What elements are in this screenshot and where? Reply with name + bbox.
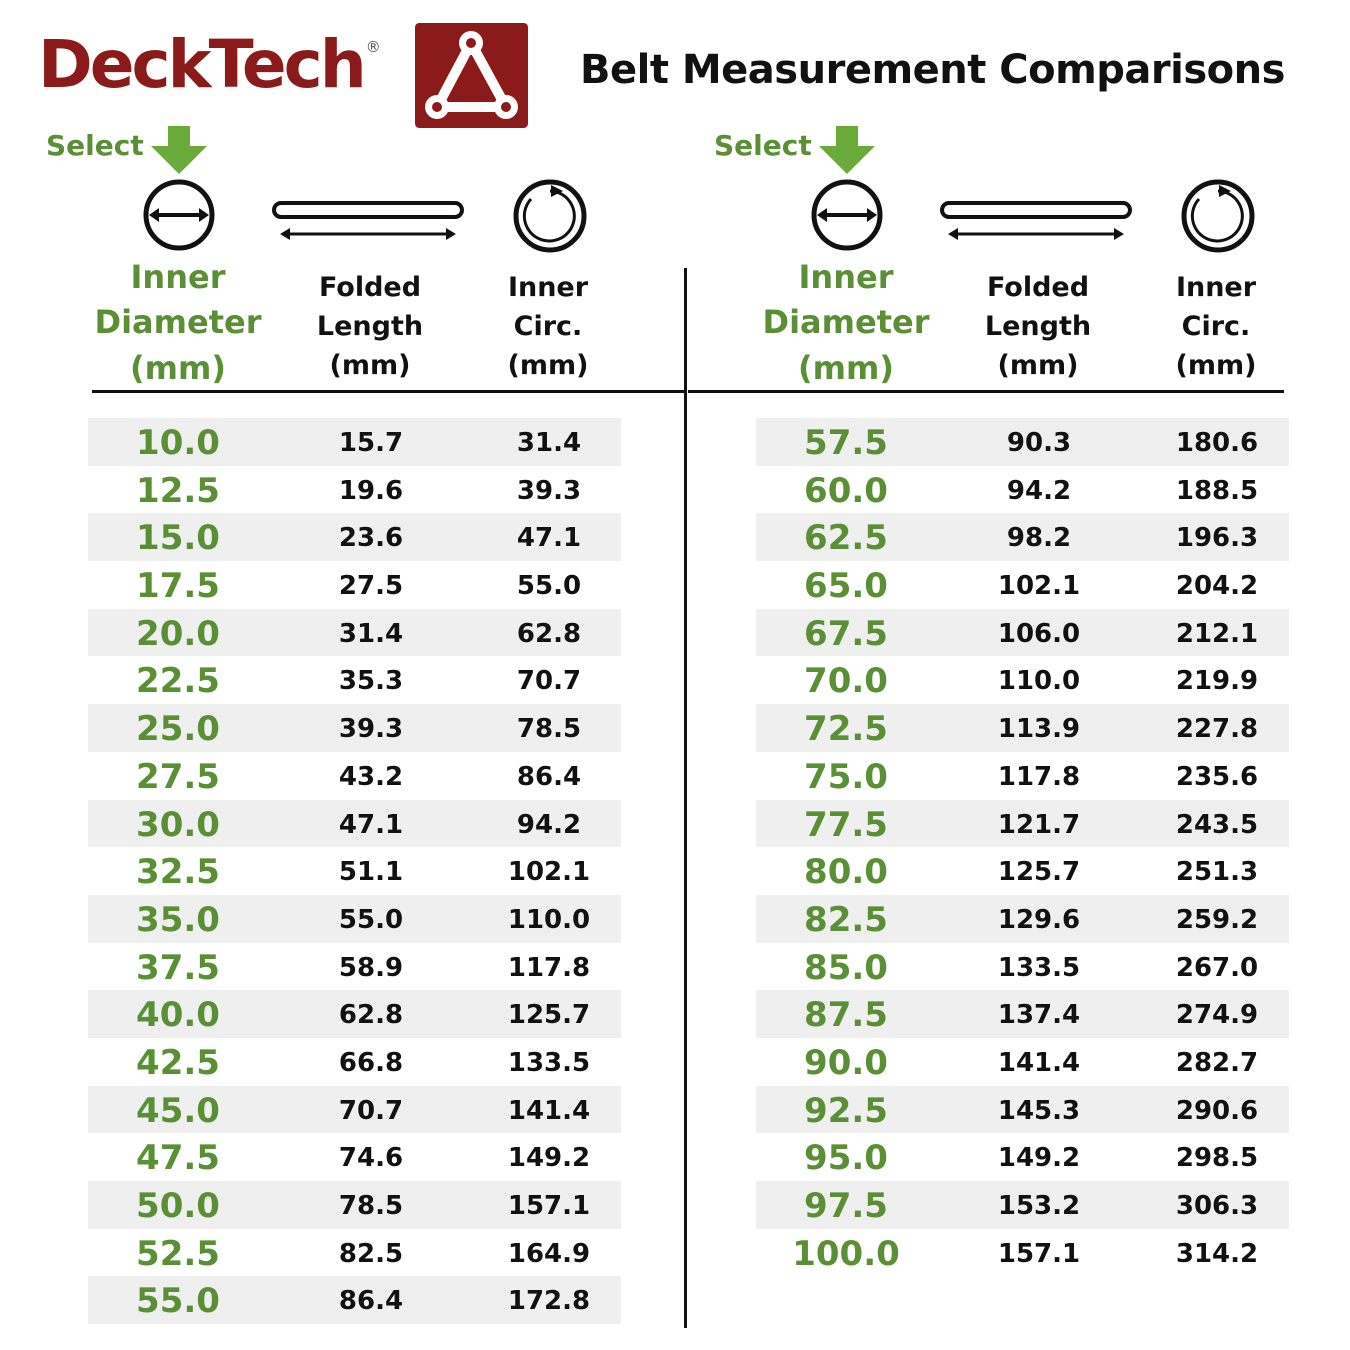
table-row (756, 895, 1289, 943)
header-folded-length-line2: Length (316, 311, 424, 343)
folded-length-cell: 98.2 (1006, 523, 1072, 554)
table-row (88, 1038, 621, 1086)
down-arrow-icon (817, 126, 877, 174)
inner-diameter-cell: 35.0 (136, 899, 220, 940)
inner-circ-cell: 141.4 (507, 1095, 591, 1126)
inner-circ-cell: 219.9 (1175, 666, 1259, 697)
inner-diameter-cell: 95.0 (804, 1138, 888, 1179)
inner-diameter-cell: 22.5 (136, 661, 220, 702)
folded-length-cell: 66.8 (338, 1047, 404, 1078)
folded-length-cell: 43.2 (338, 761, 404, 792)
folded-length-cell: 58.9 (338, 952, 404, 983)
table-row (756, 1038, 1289, 1086)
folded-length-cell: 86.4 (338, 1286, 404, 1317)
table-row (756, 704, 1289, 752)
inner-circ-cell: 117.8 (507, 952, 591, 983)
inner-circ-cell: 94.2 (516, 809, 582, 840)
inner-circ-cell: 133.5 (507, 1047, 591, 1078)
table-row (88, 609, 621, 657)
inner-diameter-cell: 75.0 (804, 756, 888, 797)
header-inner-diameter-line3: (mm) (130, 348, 226, 387)
table-row (756, 943, 1289, 991)
table-row (756, 609, 1289, 657)
header-inner-diameter-line3: (mm) (798, 348, 894, 387)
inner-diameter-cell: 40.0 (136, 995, 220, 1036)
folded-length-cell: 153.2 (997, 1191, 1081, 1221)
inner-diameter-cell: 97.5 (804, 1186, 888, 1226)
inner-diameter-cell: 50.0 (136, 1186, 220, 1226)
folded-length-cell: 125.7 (997, 857, 1081, 888)
inner-circ-cell: 62.8 (516, 618, 582, 649)
header-inner-circ-line2: Circ. (1181, 311, 1251, 343)
table-rows-left (88, 418, 621, 1324)
folded-length-cell: 47.1 (338, 809, 404, 840)
inner-circ-cell: 188.5 (1175, 475, 1259, 506)
header-inner-circ (468, 268, 628, 385)
inner-circ-cell: 290.6 (1175, 1095, 1259, 1126)
inner-diameter-cell: 85.0 (804, 947, 888, 988)
inner-circ-cell: 243.5 (1175, 809, 1259, 840)
folded-length-cell: 117.8 (997, 761, 1081, 792)
header-rule (688, 390, 1284, 393)
inner-diameter-cell: 47.5 (136, 1138, 220, 1179)
folded-length-cell: 31.4 (338, 618, 404, 649)
folded-length-cell: 78.5 (338, 1191, 404, 1221)
table-row (88, 1086, 621, 1134)
inner-diameter-cell: 52.5 (136, 1233, 220, 1274)
header-folded-length (290, 268, 450, 385)
folded-length-cell: 113.9 (997, 714, 1081, 745)
table-row (756, 1086, 1289, 1134)
diameter-circle-icon (809, 177, 885, 253)
table-row (756, 1181, 1289, 1229)
folded-length-cell: 149.2 (997, 1143, 1081, 1174)
page-title: Belt Measurement Comparisons (580, 47, 1285, 93)
folded-length-cell: 157.1 (997, 1238, 1081, 1269)
circumference-circle-icon (511, 177, 589, 255)
inner-diameter-cell: 37.5 (136, 947, 220, 988)
folded-length-cell: 39.3 (338, 714, 404, 745)
inner-diameter-cell: 12.5 (136, 470, 220, 511)
table-row (88, 1276, 621, 1324)
inner-circ-cell: 306.3 (1175, 1191, 1259, 1221)
inner-diameter-cell: 30.0 (136, 804, 220, 845)
folded-length-cell: 102.1 (997, 571, 1081, 602)
inner-diameter-cell: 60.0 (804, 470, 888, 511)
inner-circ-cell: 31.4 (516, 428, 582, 458)
header-inner-circ-line1: Inner (1175, 272, 1257, 303)
folded-length-cell: 94.2 (1006, 475, 1072, 506)
inner-circ-cell: 149.2 (507, 1143, 591, 1174)
inner-circ-cell: 204.2 (1175, 571, 1259, 602)
inner-circ-cell: 172.8 (507, 1286, 591, 1317)
table-row (756, 418, 1289, 466)
table-row (88, 943, 621, 991)
inner-circ-cell: 110.0 (507, 904, 591, 935)
folded-length-cell: 74.6 (338, 1143, 404, 1174)
inner-diameter-cell: 65.0 (804, 566, 888, 607)
inner-circ-cell: 212.1 (1175, 618, 1259, 649)
inner-circ-cell: 227.8 (1175, 714, 1259, 745)
folded-length-cell: 133.5 (997, 952, 1081, 983)
inner-circ-cell: 298.5 (1175, 1143, 1259, 1174)
select-label: Select (46, 129, 144, 162)
table-row (88, 1181, 621, 1229)
inner-diameter-cell: 77.5 (804, 804, 888, 845)
inner-diameter-cell: 15.0 (136, 518, 220, 559)
inner-diameter-cell: 32.5 (136, 852, 220, 893)
header-folded-length-line3: (mm) (329, 350, 411, 382)
header-folded-length-line1: Folded (986, 272, 1090, 303)
folded-length-cell: 121.7 (997, 809, 1081, 840)
header-folded-length (958, 268, 1118, 385)
diameter-circle-icon (141, 177, 217, 253)
table-row (756, 990, 1289, 1038)
inner-diameter-cell: 57.5 (804, 423, 888, 463)
table-row (756, 752, 1289, 800)
inner-circ-cell: 282.7 (1175, 1047, 1259, 1078)
inner-circ-cell: 55.0 (516, 571, 582, 602)
brand-name: DeckTech (38, 26, 364, 103)
inner-diameter-cell: 70.0 (804, 661, 888, 702)
folded-length-cell: 55.0 (338, 904, 404, 935)
table-row (88, 561, 621, 609)
table-row (88, 895, 621, 943)
inner-diameter-cell: 67.5 (804, 613, 888, 654)
inner-diameter-cell: 92.5 (804, 1090, 888, 1131)
down-arrow-icon (149, 126, 209, 174)
folded-length-cell: 106.0 (997, 618, 1081, 649)
header-inner-circ-line1: Inner (507, 272, 589, 303)
inner-diameter-cell: 20.0 (136, 613, 220, 654)
folded-length-cell: 90.3 (1006, 428, 1072, 458)
inner-diameter-cell: 87.5 (804, 995, 888, 1036)
folded-length-cell: 15.7 (338, 428, 404, 458)
inner-diameter-cell: 42.5 (136, 1042, 220, 1083)
inner-circ-cell: 180.6 (1175, 428, 1259, 458)
header-inner-circ-line3: (mm) (1175, 350, 1257, 382)
inner-circ-cell: 164.9 (507, 1238, 591, 1269)
table-row (756, 847, 1289, 895)
table-row (756, 513, 1289, 561)
header-inner-diameter (88, 255, 268, 391)
inner-circ-cell: 39.3 (516, 475, 582, 506)
table-row (88, 990, 621, 1038)
folded-length-cell: 145.3 (997, 1095, 1081, 1126)
inner-diameter-cell: 90.0 (804, 1042, 888, 1083)
folded-length-cell: 62.8 (338, 1000, 404, 1031)
inner-circ-cell: 267.0 (1175, 952, 1259, 983)
header-inner-circ (1136, 268, 1296, 385)
inner-circ-cell: 125.7 (507, 1000, 591, 1031)
table-row (88, 656, 621, 704)
inner-circ-cell: 274.9 (1175, 1000, 1259, 1031)
table-row (88, 800, 621, 848)
select-label: Select (714, 129, 812, 162)
table-row (756, 1133, 1289, 1181)
folded-length-cell: 70.7 (338, 1095, 404, 1126)
inner-diameter-cell: 62.5 (804, 518, 888, 559)
folded-length-cell: 23.6 (338, 523, 404, 554)
table-row (88, 752, 621, 800)
inner-circ-cell: 70.7 (516, 666, 582, 697)
header-inner-diameter-line1: Inner (798, 258, 894, 296)
inner-diameter-cell: 80.0 (804, 852, 888, 893)
table-row (756, 1229, 1289, 1277)
header-folded-length-line2: Length (984, 311, 1092, 343)
inner-diameter-cell: 25.0 (136, 709, 220, 750)
inner-circ-cell: 86.4 (516, 761, 582, 792)
inner-diameter-cell: 45.0 (136, 1090, 220, 1131)
table-row (88, 418, 621, 466)
folded-length-cell: 129.6 (997, 904, 1081, 935)
inner-circ-cell: 251.3 (1175, 857, 1259, 888)
table-row (88, 513, 621, 561)
folded-length-cell: 51.1 (338, 857, 404, 888)
inner-circ-cell: 235.6 (1175, 761, 1259, 792)
inner-circ-cell: 78.5 (516, 714, 582, 745)
table-row (756, 800, 1289, 848)
header-inner-diameter-line2: Diameter (762, 303, 930, 342)
folded-length-cell: 141.4 (997, 1047, 1081, 1078)
folded-length-cell: 110.0 (997, 666, 1081, 697)
inner-circ-cell: 47.1 (516, 523, 582, 554)
header-inner-circ-line3: (mm) (507, 350, 589, 382)
table-rows-right (756, 418, 1289, 1276)
circumference-circle-icon (1179, 177, 1257, 255)
inner-diameter-cell: 17.5 (136, 566, 220, 607)
inner-diameter-cell: 82.5 (804, 899, 888, 940)
header-folded-length-line3: (mm) (997, 350, 1079, 382)
registered-mark: ® (365, 38, 381, 56)
folded-length-cell: 19.6 (338, 475, 404, 506)
header-inner-circ-line2: Circ. (513, 311, 583, 343)
header-rule (92, 390, 686, 393)
folded-belt-icon (270, 196, 466, 244)
inner-circ-cell: 259.2 (1175, 904, 1259, 935)
header-folded-length-line1: Folded (318, 272, 422, 303)
table-row (756, 466, 1289, 514)
inner-circ-cell: 102.1 (507, 857, 591, 888)
table-row (88, 1133, 621, 1181)
inner-diameter-cell: 72.5 (804, 709, 888, 750)
table-row (756, 656, 1289, 704)
inner-circ-cell: 314.2 (1175, 1238, 1259, 1269)
folded-length-cell: 137.4 (997, 1000, 1081, 1031)
header-inner-diameter (756, 255, 936, 391)
folded-length-cell: 35.3 (338, 666, 404, 697)
inner-circ-cell: 157.1 (507, 1191, 591, 1221)
header-inner-diameter-line2: Diameter (94, 303, 262, 342)
inner-circ-cell: 196.3 (1175, 523, 1259, 554)
table-row (756, 561, 1289, 609)
table-row (88, 466, 621, 514)
table-panel-right (668, 0, 1350, 1350)
folded-belt-icon (938, 196, 1134, 244)
folded-length-cell: 82.5 (338, 1238, 404, 1269)
inner-diameter-cell: 10.0 (136, 423, 220, 463)
table-row (88, 847, 621, 895)
inner-diameter-cell: 27.5 (136, 756, 220, 797)
inner-diameter-cell: 100.0 (792, 1233, 900, 1274)
table-row (88, 704, 621, 752)
inner-diameter-cell: 55.0 (136, 1281, 220, 1322)
folded-length-cell: 27.5 (338, 571, 404, 602)
header-inner-diameter-line1: Inner (130, 258, 226, 296)
table-row (88, 1229, 621, 1277)
